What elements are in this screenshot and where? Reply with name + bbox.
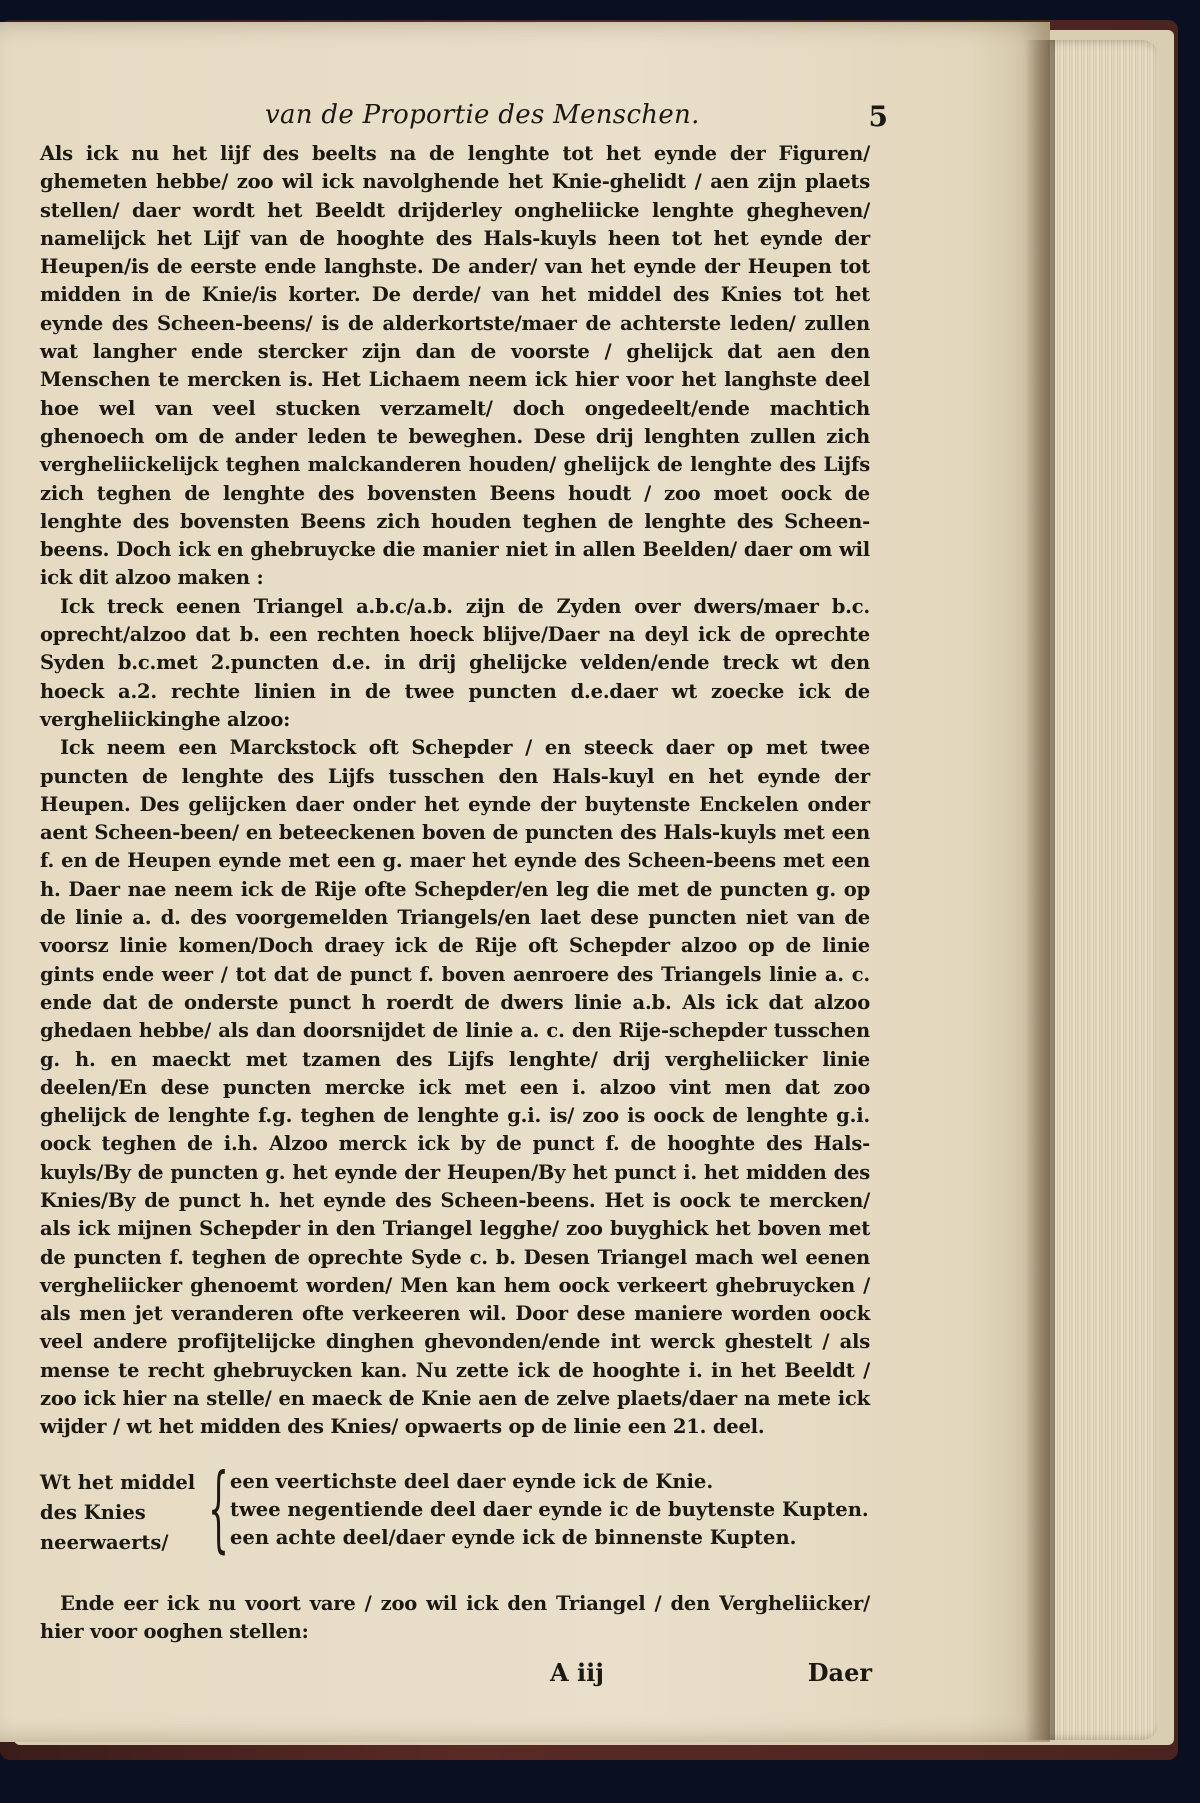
page-footer — [40, 1658, 870, 1698]
signature-mark: A iij — [550, 1658, 604, 1688]
page-gutter — [1025, 40, 1055, 1740]
list-item: een veertichste deel daer eynde ick de Knie. — [230, 1469, 714, 1493]
page-header — [40, 100, 888, 140]
page-text — [40, 100, 888, 1698]
paragraph-1: Als ick nu het lijf des beelts na de lenghte tot het eynde der Figuren/ ghemeten hebbe/ zoo wil ick navolghende het Knie-ghelidt / aen zijn plaets stellen/ daer wordt het Beeldt drijderley ongheliicke lenghte ghegheven/ namelijck het Lijf van de hooghte des Hals-kuyls heen tot het eynde der Heupen/is de eerste ende langhste. De ander/ van het eynde der Heupen tot midden in de Knie/is korter. De derde/ van het middel des Knies tot het eynde des Scheen-beens/ is de alderkortste/maer de achterste leden/ zullen wat langher ende stercker zijn dan de voorste / ghelijck dat aen den Menschen te mercken is. Het Lichaem neem ick hier voor het langhste deel hoe wel van veel stucken verzamelt/ doch ongedeelt/ende machtich ghenoech om de ander leden te beweghen. Dese drij lenghten zullen zich vergheliickelijck teghen malckanderen houden/ ghelijck de lenghte des Lijfs zich teghen de lenghte des bovensten Beens houdt / zoo moet oock de lenghte des bovensten Beens zich houden teghen de lenghte des Scheen-beens. Doch ick en ghebruycke die manier niet in allen Beelden/ daer om wil ick dit alzoo maken : — [40, 142, 870, 590]
curly-brace: { — [208, 1453, 229, 1563]
closing-paragraph: Ende eer ick nu voort vare / zoo wil ick den Triangel / den Vergheliicker/ hier voor ooghen stellen: — [40, 1591, 870, 1643]
running-title: van de Proportie des Menschen. — [265, 100, 700, 130]
list-item: twee negentiende deel daer eynde ic de buytenste Kupten. — [230, 1497, 869, 1521]
folio-number: 5 — [868, 100, 888, 133]
paragraph-2: Ick treck eenen Triangel a.b.c/a.b. zijn de Zyden over dwers/maer b.c. oprecht/alzoo dat b. een rechten hoeck blijve/Daer na deyl ick de oprechte Syden b.c.met 2.puncten d.e. in drij ghelijcke velden/ende treck wt den hoeck a.2. rechte linien in de twee puncten d.e.daer wt zoecke ick de vergheliickinghe alzoo: — [40, 594, 870, 731]
page-edges — [1040, 40, 1158, 1740]
list-item: een achte deel/daer eynde ick de binnenste Kupten. — [230, 1525, 797, 1549]
list-items — [230, 1468, 869, 1552]
list-lead-text: Wt het middel des Knies neerwaerts/ — [40, 1470, 196, 1554]
catchword: Daer — [807, 1658, 872, 1688]
paragraph-3: Ick neem een Marckstock oft Schepder / en steeck daer op met twee puncten de lenghte des Lijfs tusschen den Hals-kuyl en het eynde der Heupen. Des gelijcken daer onder het eynde der buytenste Enckelen onder aent Scheen-been/ en beteeckenen boven de puncten des Hals-kuyls met een f. en de Heupen eynde met een g. maer het eynde des Scheen-beens met een h. Daer nae neem ick de Rije ofte Schepder/en leg die met de puncten g. op de linie a. d. des voorgemelden Triangels/en laet dese puncten niet van de voorsz linie komen/Doch draey ick de Rije oft Schepder alzoo op de linie gints ende weer / tot dat de punct f. boven aenroere des Triangels linie a. c. ende dat de onderste punct h roerdt de dwers linie a.b. Als ick dat alzoo ghedaen hebbe/ als dan doorsnijdet de linie a. c. den Rije-schepder tusschen g. h. en maeckt met tzamen des Lijfs lenghte/ drij vergheliicker linie deelen/En dese puncten mercke ick met een i. alzoo vint men dat zoo ghelijck de lenghte f.g. teghen de lenghte g.i. is/ zoo is oock de lenghte g.i. oock teghen de i.h. Alzoo merck ick by de punct f. de hooghte des Hals-kuyls/By de puncten g. het eynde der Heupen/By het punct i. het midden des Knies/By de punct h. het eynde des Scheen-beens. Het is oock te mercken/ als ick mijnen Schepder in den Triangel legghe/ zoo buyghick het boven met de puncten f. teghen de oprechte Syde c. b. Desen Triangel mach wel eenen vergheliicker ghenoemt worden/ Men kan hem oock verkeert ghebruycken / als men jet veranderen ofte verkeeren wil. Door dese maniere worden oock veel andere profijtelijcke dinghen ghevonden/ende int werck ghestelt / als mense te recht ghebruycken kan. Nu zette ick de hooghte i. in het Beeldt / zoo ick hier na stelle/ en maeck de Knie aen de zelve plaets/daer na mete ick wijder / wt het midden des Knies/ opwaerts op de linie een 21. deel. — [40, 736, 870, 1439]
knee-measure-list — [40, 1453, 870, 1563]
